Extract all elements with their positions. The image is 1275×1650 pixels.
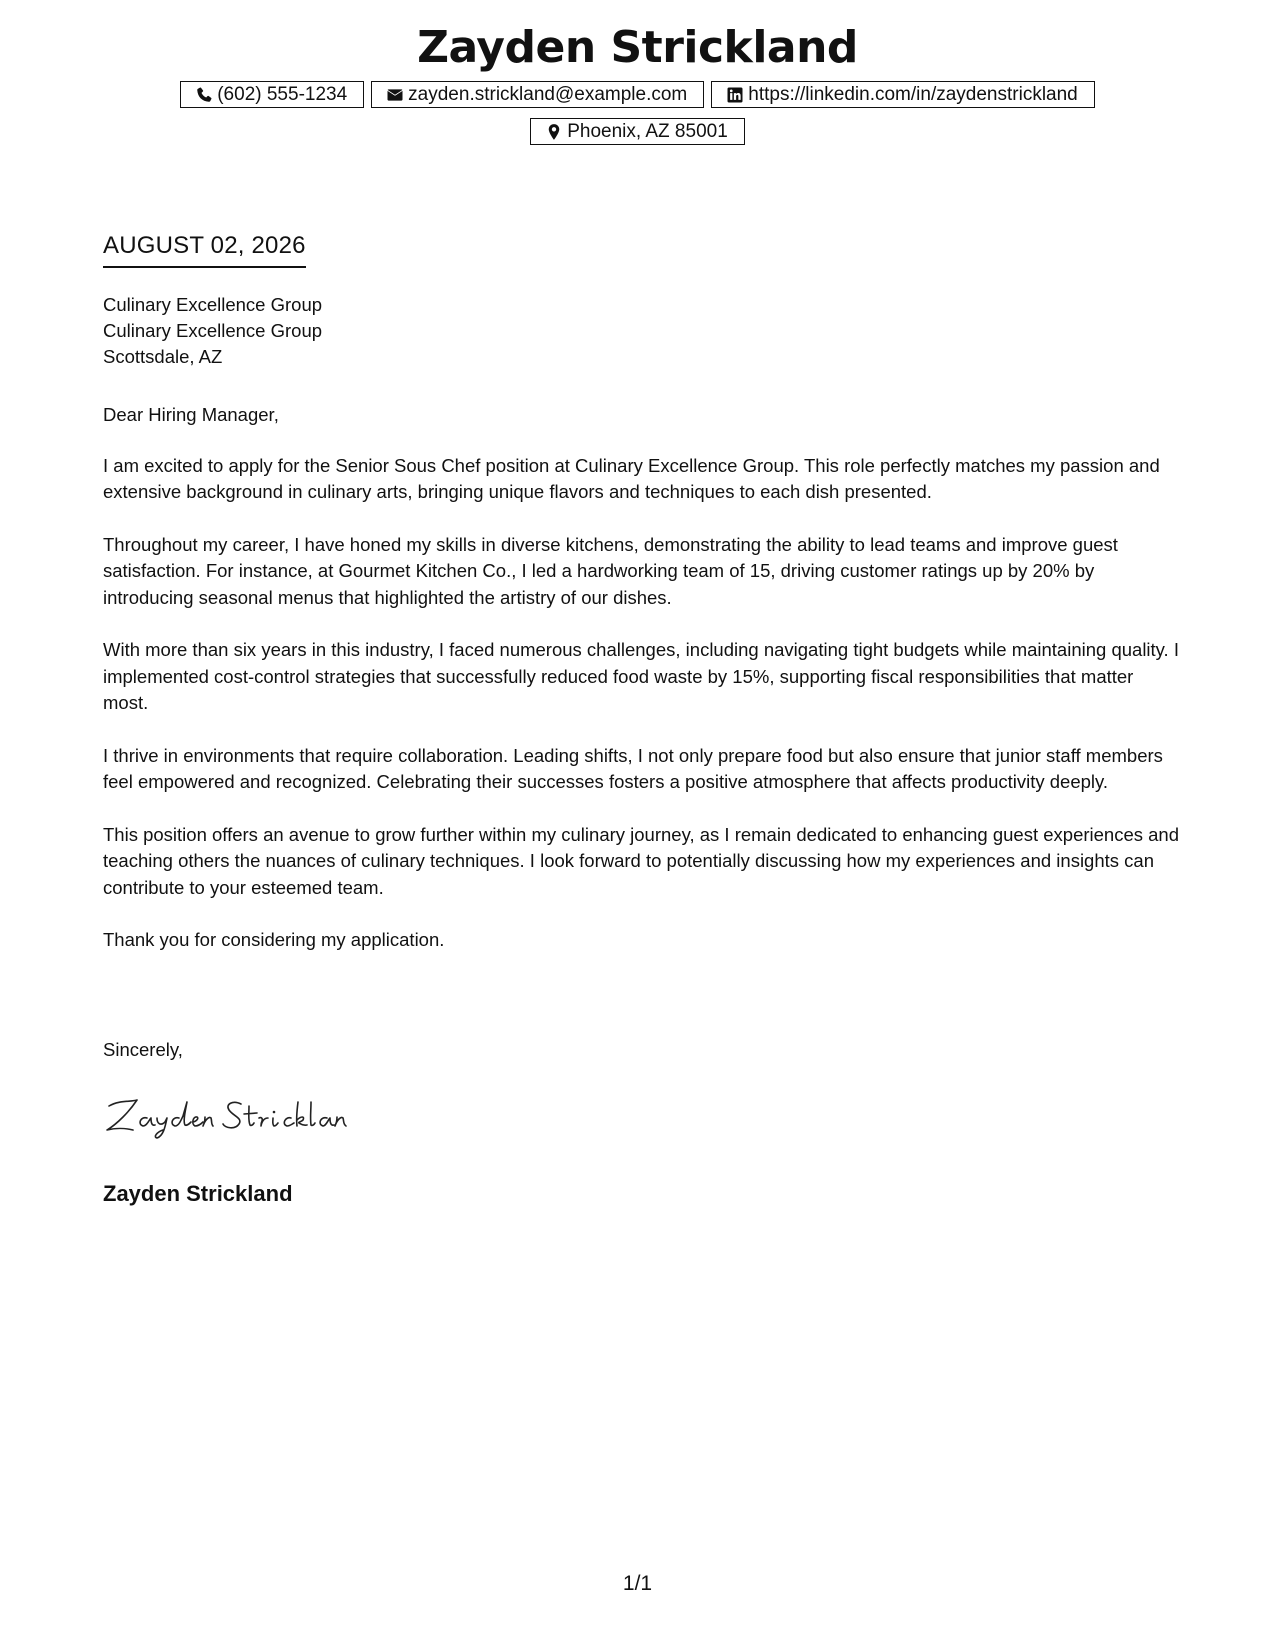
contact-linkedin[interactable] [711,81,1095,108]
body-paragraph: Thank you for considering my application. [103,929,445,951]
contact-phone [180,81,364,108]
map-pin-icon [544,122,564,142]
contact-row [0,118,1275,145]
contact-location [530,118,745,145]
contact-email-text: zayden.strickland@example.com [408,84,688,105]
signer-name: Zayden Strickland [103,1181,293,1206]
body-paragraph: I thrive in environments that require collaboration. Leading shifts, I not only prepare food but also ensure that junior staff members feel empowered and recognized. Celebrating their successes fosters a positive atmosphere that affects productivity deeply. [103,744,1163,793]
contact-linkedin-text: https://linkedin.com/in/zaydenstrickland [748,84,1078,105]
contact-email[interactable] [371,81,704,108]
contact-phone-text: (602) 555-1234 [217,84,348,105]
handwritten-signature [101,1090,371,1140]
letter-date: AUGUST 02, 2026 [103,232,306,268]
body-paragraph: Throughout my career, I have honed my skills in diverse kitchens, demonstrating the ability to lead teams and improve guest satisfaction. For instance, at Gourmet Kitchen Co., I led a hardworking team of 15, driving customer ratings up by 20% by introducing seasonal menus that highlighted the artistry of our dishes. [103,534,1118,608]
body-paragraph: This position offers an avenue to grow further within my culinary journey, as I remain dedicated to enhancing guest experiences and teaching others the nuances of culinary techniques. I look forward to potentially discussing how my experiences and insights can contribute to your esteemed team. [103,823,1180,898]
envelope-icon [385,85,405,105]
linkedin-icon [725,85,745,105]
body-paragraph: I am excited to apply for the Senior Sous Chef position at Culinary Excellence Group. This role perfectly matches my passion and extensive background in culinary arts, bringing unique flavors and techniques to each dish presented. [103,455,1160,503]
letter-body [103,453,1183,980]
candidate-name: Zayden Strickland [417,22,858,73]
recipient-line: Culinary Excellence Group [103,320,323,341]
closing: Sincerely, [103,1039,183,1060]
phone-icon [194,85,214,105]
recipient-line: Scottsdale, AZ [103,346,223,367]
recipient-line: Culinary Excellence Group [103,294,323,315]
page-number: 1/1 [622,1572,653,1595]
contact-row [0,81,1275,108]
recipient-block [103,292,322,370]
salutation: Dear Hiring Manager, [103,404,279,425]
body-paragraph: With more than six years in this industry, I faced numerous challenges, including navigating tight budgets while maintaining quality. I implemented cost-control strategies that successfully reduced food waste by 15%, supporting fiscal responsibilities that matter most. [103,639,1179,714]
contact-location-text: Phoenix, AZ 85001 [567,121,728,142]
